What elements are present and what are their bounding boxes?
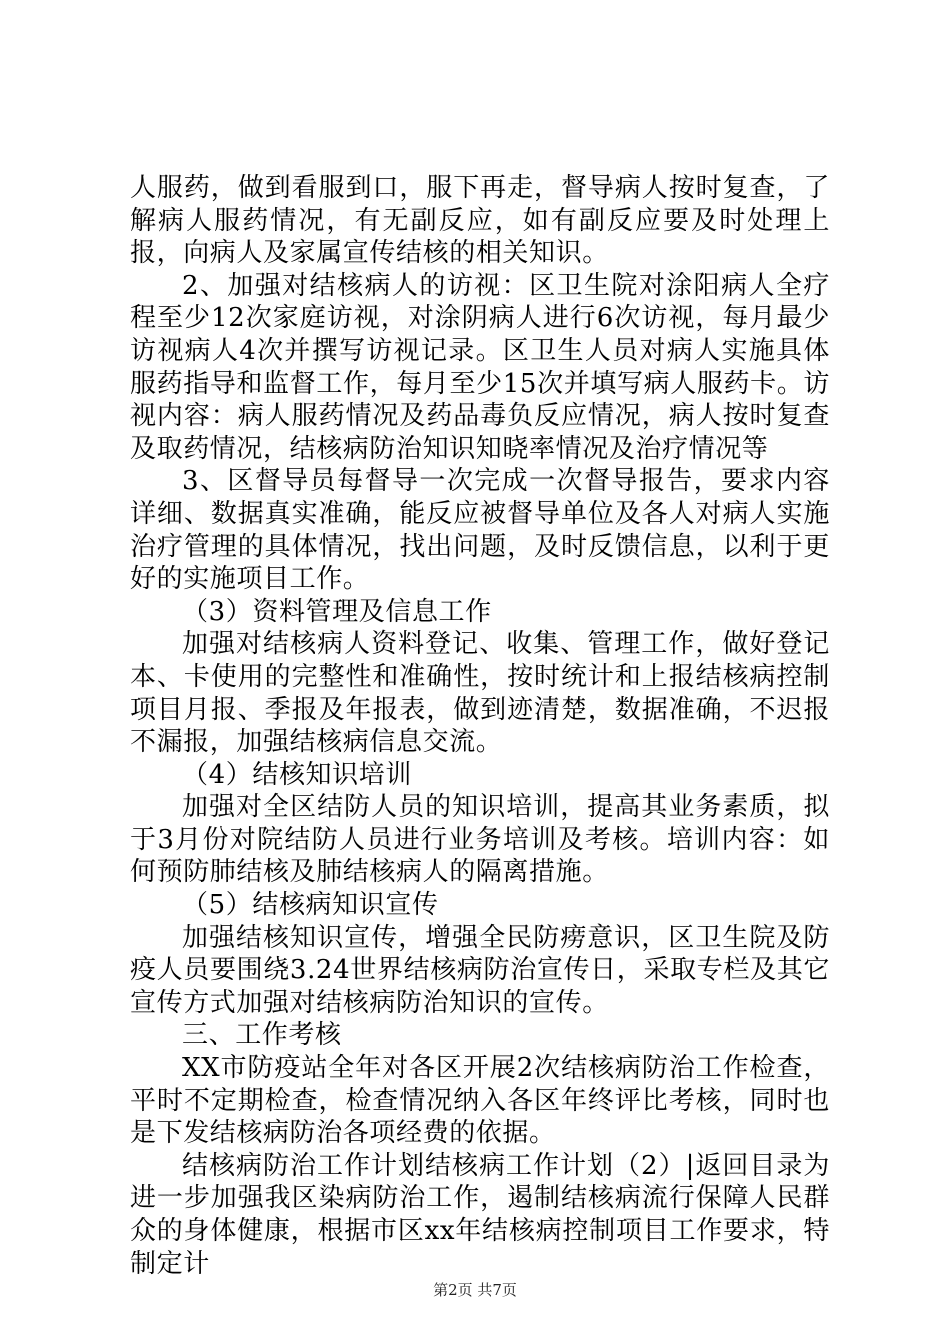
paragraph-5: 加强对结核病人资料登记、收集、管理工作，做好登记本、卡使用的完整性和准确性，按时统计和上报结核病控制项目月报、季报及年报表，做到迹清楚，数据准确，不迟报不漏报，加强结核病信息交流。: [130, 629, 830, 758]
paragraph-2: 2、加强对结核病人的访视：区卫生院对涂阳病人全疗程至少12次家庭访视，对涂阴病人进行6次访视，每月最少访视病人4次并撰写访视记录。区卫生人员对病人实施具体服药指导和监督工作，每月至少15次并填写病人服药卡。访视内容：病人服药情况及药品毒负反应情况，病人按时复查及取药情况，结核病防治知识知晓率情况及治疗情况等: [130, 270, 830, 464]
section-heading-4: （4）结核知识培训: [182, 759, 412, 790]
section-heading-5: （5）结核病知识宣传: [182, 890, 439, 921]
paragraph-7: 加强对全区结防人员的知识培训，提高其业务素质，拟于3月份对院结防人员进行业务培训及考核。培训内容：如何预防肺结核及肺结核病人的隔离措施。: [130, 792, 830, 888]
paragraph-3: 3、区督导员每督导一次完成一次督导报告，要求内容详细、数据真实准确，能反应被督导单位及各人对病人实施治疗管理的具体情况，找出问题，及时反馈信息，以利于更好的实施项目工作。: [130, 466, 830, 595]
paragraph-9: 加强结核知识宣传，增强全民防痨意识，区卫生院及防疫人员要围绕3.24世界结核病防治宣传日，采取专栏及其它宣传方式加强对结核病防治知识的宣传。: [130, 922, 830, 1018]
section-heading-work-assessment: 三、工作考核: [182, 1020, 342, 1051]
paragraph-12: 结核病防治工作计划结核病工作计划（2）|返回目录为进一步加强我区染病防治工作，遏制结核病流行保障人民群众的身体健康，根据市区xx年结核病控制项目工作要求，特制定计: [130, 1150, 830, 1279]
document-body: [130, 172, 830, 1280]
page-footer: 第2页 共7页: [433, 1281, 517, 1299]
paragraph-11: XX市防疫站全年对各区开展2次结核病防治工作检查，平时不定期检查，检查情况纳入各区年终评比考核，同时也是下发结核病防治各项经费的依据。: [130, 1053, 830, 1149]
section-heading-3: （3）资料管理及信息工作: [182, 596, 492, 627]
paragraph-1: 人服药，做到看服到口，服下再走，督导病人按时复查，了解病人服药情况，有无副反应，如有副反应要及时处理上报，向病人及家属宣传结核的相关知识。: [130, 173, 830, 269]
